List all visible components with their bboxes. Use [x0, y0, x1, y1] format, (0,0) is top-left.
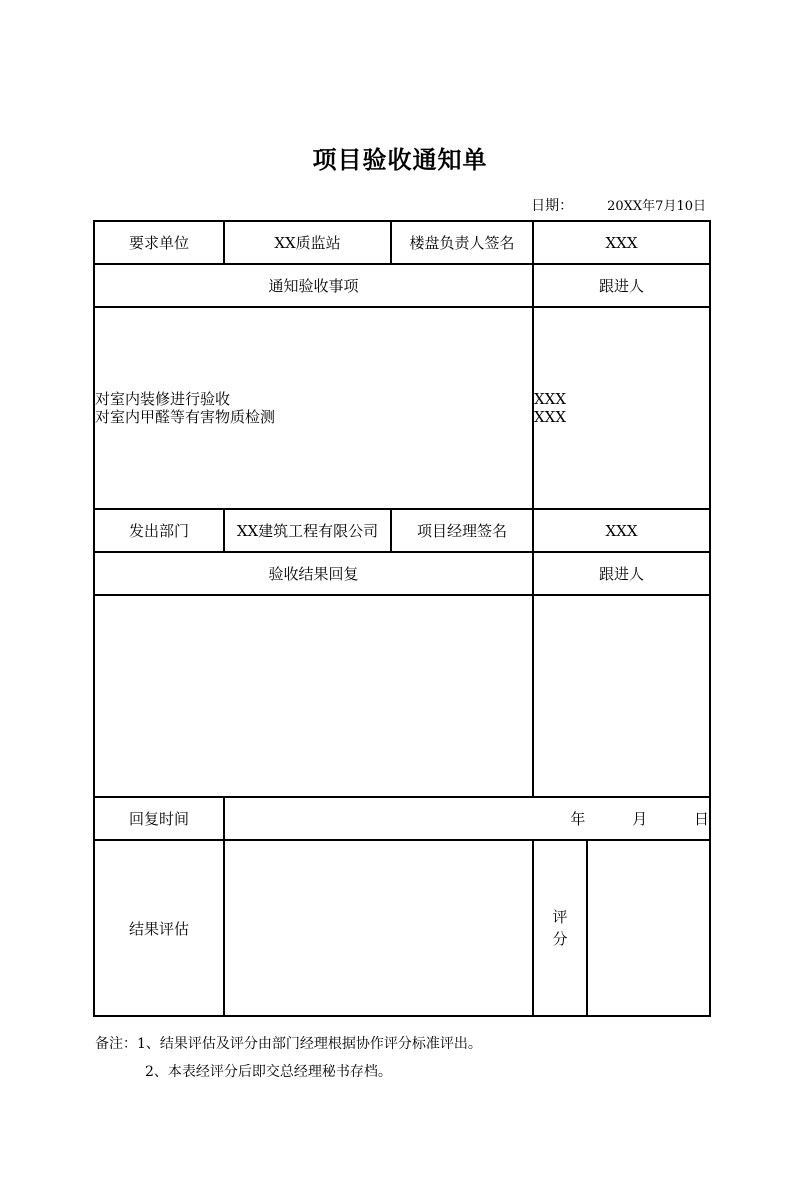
- result-reply-header: 验收结果回复: [94, 552, 533, 595]
- score-char: 分: [552, 930, 568, 948]
- requester-label: 要求单位: [94, 221, 224, 264]
- result-reply-cell[interactable]: [94, 595, 533, 797]
- date-row: [531, 195, 706, 215]
- evaluation-row: [94, 840, 710, 1016]
- notice-followers-cell[interactable]: [533, 307, 710, 509]
- date-label: 日期：: [531, 198, 574, 214]
- score-label: [533, 840, 587, 1016]
- notice-header-row: [94, 264, 710, 307]
- property-sign-label: 楼盘负责人签名: [391, 221, 533, 264]
- reply-time-label: 回复时间: [94, 797, 224, 840]
- score-char: 评: [552, 908, 568, 926]
- requester-row: [94, 221, 710, 264]
- notice-header: 通知验收事项: [94, 264, 533, 307]
- month-label: 月: [632, 810, 648, 828]
- reply-time-row: [94, 797, 710, 840]
- note-line-2: 2、本表经评分后即交总经理秘书存档。: [145, 1064, 392, 1080]
- acceptance-form-table: [93, 220, 711, 1017]
- day-label: 日: [694, 810, 710, 828]
- note-line-1: 备注：1、结果评估及评分由部门经理根据协作评分标准评出。: [95, 1036, 482, 1052]
- property-sign-value[interactable]: XXX: [533, 221, 710, 264]
- notice-items-cell[interactable]: [94, 307, 533, 509]
- dept-label: 发出部门: [94, 509, 224, 552]
- requester-value[interactable]: XX质监站: [224, 221, 391, 264]
- score-value[interactable]: [587, 840, 710, 1016]
- follower-name: XXX: [534, 390, 567, 408]
- result-header-row: [94, 552, 710, 595]
- reply-time-value[interactable]: [224, 797, 710, 840]
- result-follower-header: 跟进人: [533, 552, 710, 595]
- pm-sign-label: 项目经理签名: [391, 509, 533, 552]
- notice-item: 对室内装修进行验收: [95, 390, 231, 408]
- notice-item: 对室内甲醛等有害物质检测: [95, 408, 276, 426]
- page-title: 项目验收通知单: [312, 145, 488, 174]
- evaluation-value[interactable]: [224, 840, 533, 1016]
- notice-content-row: [94, 307, 710, 509]
- year-label: 年: [570, 810, 586, 828]
- notice-follower-header: 跟进人: [533, 264, 710, 307]
- notes: [95, 1030, 482, 1086]
- follower-name: XXX: [534, 408, 567, 426]
- dept-value[interactable]: XX建筑工程有限公司: [224, 509, 391, 552]
- result-content-row: [94, 595, 710, 797]
- pm-sign-value[interactable]: XXX: [533, 509, 710, 552]
- result-follower-cell[interactable]: [533, 595, 710, 797]
- evaluation-label: 结果评估: [94, 840, 224, 1016]
- issue-dept-row: [94, 509, 710, 552]
- date-value: 20XX年7月10日: [607, 199, 706, 214]
